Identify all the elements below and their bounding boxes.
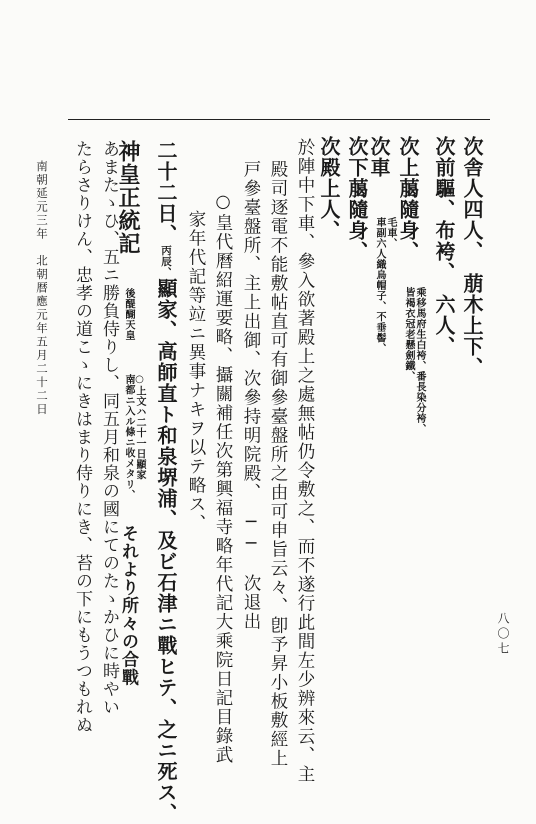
column-text: あまたゝひ、五ニ勝負侍りし、同五月和泉の國にてのたゝかひに時やい (99, 140, 119, 716)
annotation-line: 乘移馬府生白袴、番長染分袴、 (414, 287, 425, 434)
column-text: 戸參臺盤所、主上出御、次參持明院殿、 ── 次退出 (241, 160, 261, 632)
annotation-line: 後醍醐天皇 (123, 288, 134, 341)
header-rule (68, 119, 490, 120)
column-text: 次上﨟隨身、 (396, 136, 420, 262)
column-text: 次前驅、布袴、 六人、 (432, 136, 456, 357)
annotation-line: 皆褐衣冠老懸劍鐵、 (403, 287, 414, 382)
annotation-line: 南都ニ入ル條ニ收メタリ、 (123, 373, 134, 500)
text-column-11 (182, 210, 204, 533)
annotation-line: 毛車、 (385, 217, 396, 249)
annotation-line: ○上文ハ二十一日顯家 (134, 373, 145, 480)
column-text: それより所々の合戰 (118, 524, 138, 687)
column-text: 次殿上人、 (317, 136, 341, 241)
text-column-6 (315, 136, 339, 241)
column-text: たらさりけん、忠孝の道こゝにきはまり侍りにき、苔の下にもうつもれぬ (72, 140, 92, 734)
column-text: ○皇代曆紹運要略、攝關補任次第興福寺略年代記大乘院日記目錄武 (213, 192, 233, 765)
annotation-line: 車副六人織烏帽子、不垂髻、 (374, 217, 385, 354)
day-cycle: 丙辰、 (160, 245, 172, 278)
text-column-2 (430, 136, 454, 357)
source-title: 神皇正統記 (115, 140, 141, 255)
text-column-4 (367, 136, 396, 354)
text-column-15 (68, 140, 90, 734)
annotation-note (374, 217, 396, 354)
column-text: 次下﨟隨身、 (345, 136, 369, 262)
column-text: 次舎人四人、 萠木上下、 (460, 136, 484, 378)
text-column-14 (95, 140, 117, 716)
column-text: 顯家、高師直ト和泉堺浦、及ビ石津ニ戰ヒテ、之ニ死ス、 (154, 278, 178, 824)
text-column-12 (152, 140, 176, 824)
text-column-13 (115, 140, 145, 687)
text-column-7 (291, 138, 313, 784)
annotation-note (403, 287, 425, 434)
column-text: 家年代記等竝ニ異事ナキヲ以テ略ス、 (186, 210, 206, 533)
text-column-10 (209, 192, 231, 765)
date-heading: 二十二日、 (154, 140, 178, 245)
column-text: 於陣中下車、參入欲著殿上之處無帖仍令敷之、而不遂行此間左少辨來云、主 (295, 138, 315, 784)
text-column-3 (396, 136, 425, 434)
text-column-9 (237, 160, 259, 631)
text-column-5 (343, 136, 367, 262)
text-column-1 (458, 136, 482, 378)
annotation-note (123, 374, 145, 500)
page-number: 八〇七 (496, 612, 510, 657)
column-text: 次車 (367, 136, 391, 178)
era-note: 南朝延元三年 北朝暦應元年五月二十二日 (35, 160, 49, 417)
text-column-8 (264, 160, 286, 768)
column-text: 殿司逐電不能敷帖直可有御參臺盤所之由可申旨云々、卽予昇小板敷經上 (268, 160, 288, 768)
